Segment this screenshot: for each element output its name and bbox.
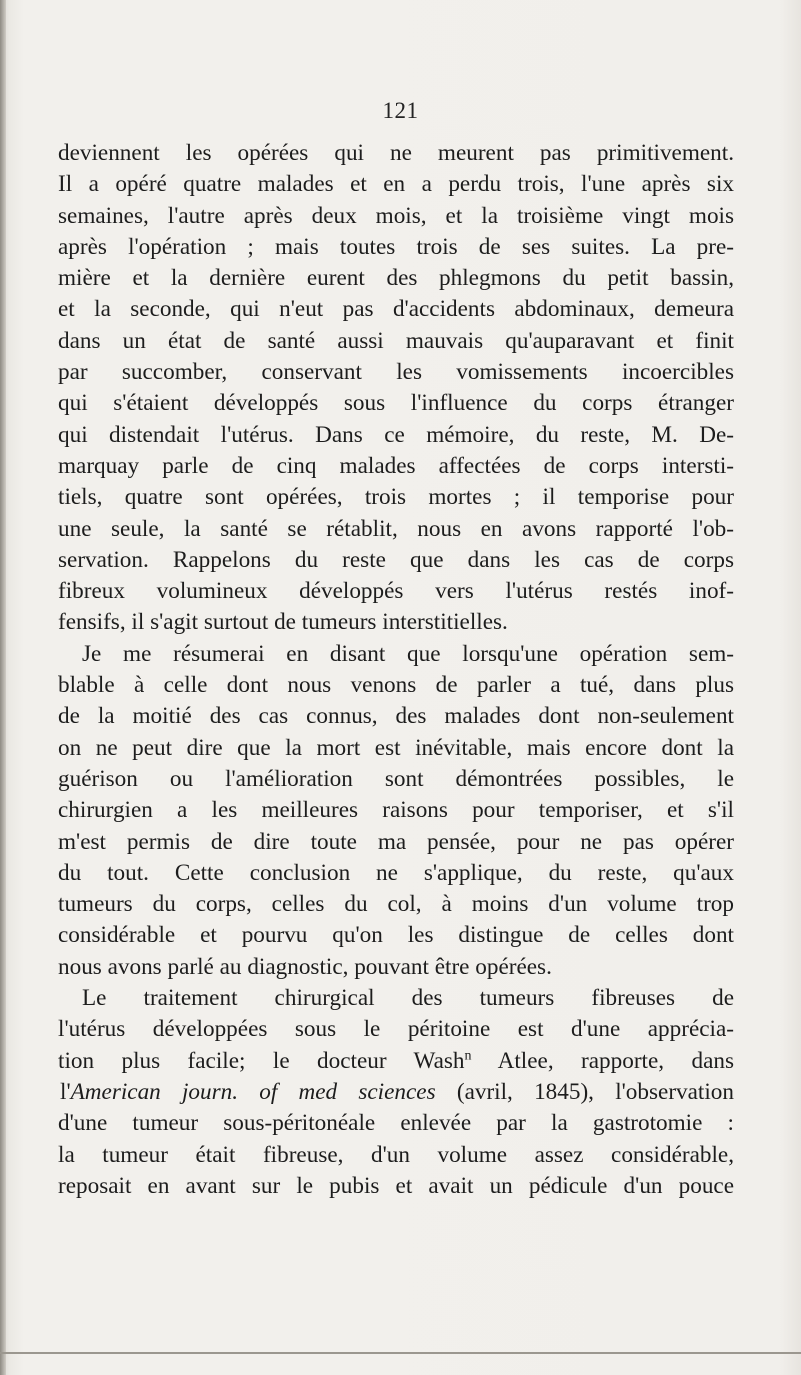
text-line: et la seconde, qui n'eut pas d'accidents abdominaux, demeura — [58, 296, 734, 323]
page-number: 121 — [382, 98, 419, 123]
text-line: nous avons parlé au diagnostic, pouvant être opérées. — [58, 953, 552, 980]
text-line: reposait en avant sur le pubis et avait un pédicule d'un pouce — [58, 1172, 734, 1199]
text-line: du tout. Cette conclusion ne s'applique, du reste, qu'aux — [58, 859, 734, 886]
text-line: deviennent les opérées qui ne meurent pas primitivement. — [58, 140, 734, 166]
binding-edge — [0, 0, 6, 1375]
text-line: une seule, la santé se rétablit, nous en avons rapporté l'ob- — [58, 515, 734, 542]
superscript: n — [464, 1047, 472, 1063]
text-line: qui s'étaient développés sous l'influence du corps étranger — [58, 390, 734, 417]
text-line: fensifs, il s'agit surtout de tumeurs interstitielles. — [58, 609, 508, 636]
text-line: par succomber, conservant les vomissements incoercibles — [58, 359, 734, 386]
text-line: fibreux volumineux développés vers l'utérus restés inof- — [58, 578, 734, 605]
text-line: blable à celle dont nous venons de parler a tué, dans plus — [58, 672, 734, 699]
text-line: tiels, quatre sont opérées, trois mortes ; il temporise pour — [58, 484, 734, 511]
text-line: de la moitié des cas connus, des malades dont non-seulement — [58, 703, 734, 730]
body-text — [58, 138, 734, 1202]
text-segment: tion plus facile; le docteur Wash — [58, 1047, 465, 1074]
text-line — [58, 1077, 734, 1108]
text-line: guérison ou l'amélioration sont démontrées possibles, le — [58, 765, 734, 792]
paragraph-start-line: Le traitement chirurgical des tumeurs fibreuses de — [82, 985, 734, 1012]
text-segment: l' — [60, 1078, 71, 1105]
text-line: après l'opération ; mais toutes trois de ses suites. La pre- — [58, 233, 734, 260]
text-line: mière et la dernière eurent des phlegmons du petit bassin, — [58, 265, 734, 292]
text-line — [58, 1046, 734, 1077]
text-line: m'est permis de dire toute ma pensée, pour ne pas opérer — [58, 828, 734, 855]
text-segment: (avril, 1845), l'observation — [435, 1078, 734, 1105]
text-line: tumeurs du corps, celles du col, à moins d'un volume trop — [58, 891, 734, 918]
text-line: on ne peut dire que la mort est inévitable, mais encore dont la — [58, 734, 734, 761]
text-line: marquay parle de cinq malades affectées de corps intersti- — [58, 452, 734, 479]
text-line: d'une tumeur sous-péritonéale enlevée par la gastrotomie : — [58, 1110, 734, 1137]
text-line: servation. Rappelons du reste que dans les cas de corps — [58, 546, 734, 573]
journal-title: American journ. of med sciences — [70, 1078, 436, 1105]
page-bottom-edge — [0, 1352, 801, 1354]
paragraph-start-line: Je me résumerai en disant que lorsqu'une opération sem- — [82, 640, 734, 667]
text-line: semaines, l'autre après deux mois, et la troisième vingt mois — [58, 202, 734, 229]
text-line: l'utérus développées sous le péritoine est d'une apprécia- — [58, 1016, 734, 1043]
text-line: dans un état de santé aussi mauvais qu'auparavant et finit — [58, 327, 734, 354]
text-line: qui distendait l'utérus. Dans ce mémoire, du reste, M. De- — [58, 421, 734, 448]
text-line: la tumeur était fibreuse, d'un volume assez considérable, — [58, 1141, 734, 1168]
text-line: Il a opéré quatre malades et en a perdu trois, l'une après six — [58, 171, 734, 198]
text-line: considérable et pourvu qu'on les distingue de celles dont — [58, 922, 734, 949]
text-line: chirurgien a les meilleures raisons pour temporiser, et s'il — [58, 797, 734, 824]
text-segment: Atlee, rapporte, dans — [471, 1047, 734, 1074]
